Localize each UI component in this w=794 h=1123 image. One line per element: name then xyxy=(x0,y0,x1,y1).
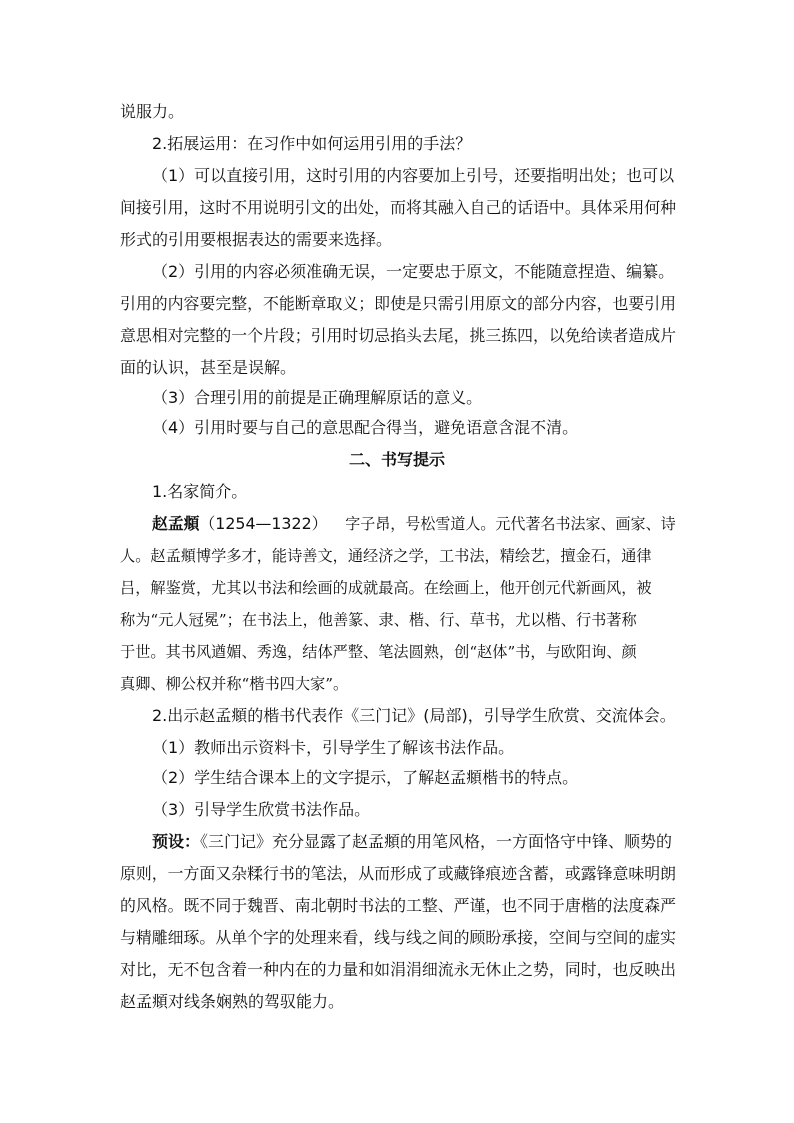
paragraph-line: 原则，一方面又杂糅行书的笔法，从而形成了或藏锋痕迹含蓄，或露锋意味明朗 xyxy=(120,864,677,883)
subheading-biography: 1.名家简介。 xyxy=(152,482,248,501)
paragraph-line: （3）引导学生欣赏书法作品。 xyxy=(152,800,371,819)
paragraph-line: （2）学生结合课本上的文字提示，了解赵孟頫楷书的特点。 xyxy=(152,768,579,787)
paragraph-line: 说服力。 xyxy=(120,102,185,121)
biography-line: 真卿、柳公权并称“楷书四大家”。 xyxy=(120,675,349,693)
life-years: （1254—1322） xyxy=(199,514,328,533)
calligrapher-name: 赵孟頫 xyxy=(152,514,200,533)
paragraph-line: 赵孟頫对线条娴熟的驾驭能力。 xyxy=(120,992,345,1011)
paragraph-line: （3）合理引用的前提是正确理解原话的意义。 xyxy=(152,388,483,407)
biography-line: 吕，解鉴赏，尤其以书法和绘画的成就最高。在绘画上，他开创元代新画风，被 xyxy=(120,579,652,597)
paragraph-line: 与精雕细琢。从单个字的处理来看，线与线之间的顾盼承接，空间与空间的虚实 xyxy=(120,928,677,947)
paragraph-line: （1）可以直接引用，这时引用的内容要加上引号，还要指明出处；也可以 xyxy=(152,166,675,185)
biography-line: 人。赵孟頫博学多才，能诗善文，通经济之学，工书法，精绘艺，擅金石，通律 xyxy=(120,547,652,565)
paragraph-line: 意思相对完整的一个片段；引用时切忌掐头去尾，挑三拣四，以免给读者造成片 xyxy=(120,326,677,345)
biography-line: 称为“元人冠冕”；在书法上，他善篆、隶、楷、行、草书，尤以楷、行书著称 xyxy=(120,611,637,629)
subheading-artwork: 2.出示赵孟頫的楷书代表作《三门记》(局部)，引导学生欣赏、交流体会。 xyxy=(152,706,676,725)
paragraph-line: 的风格。既不同于魏晋、南北朝时书法的工整、严谨，也不同于唐楷的法度森严 xyxy=(120,896,677,915)
subheading-extended-use: 2.拓展运用：在习作中如何运用引用的手法？ xyxy=(152,134,472,153)
section-title: 二、书写提示 xyxy=(348,450,445,469)
paragraph-line: （2）引用的内容必须准确无误，一定要忠于原文，不能随意捏造、编纂。 xyxy=(152,262,675,281)
paragraph-line: 对比，无不包含着一种内在的力量和如涓涓细流永无休止之势，同时，也反映出 xyxy=(120,960,677,979)
paragraph-line: （4）引用时要与自己的意思配合得当，避免语意含混不清。 xyxy=(152,418,579,437)
paragraph-line: 间接引用，这时不用说明引文的出处，而将其融入自己的话语中。具体采用何种 xyxy=(120,198,677,217)
paragraph-line: 形式的引用要根据表达的需要来选择。 xyxy=(120,230,393,249)
biography-first-line xyxy=(152,512,676,536)
biography-text: 字子昂，号松雪道人。元代著名书法家、画家、诗 xyxy=(345,515,676,533)
preset-label: 预设： xyxy=(152,832,201,851)
preset-answer-first-line xyxy=(152,830,672,854)
paragraph-line: 引用的内容要完整，不能断章取义；即使是只需引用原文的部分内容，也要引用 xyxy=(120,294,677,313)
biography-line: 于世。其书风遒媚、秀逸，结体严整、笔法圆熟，创“赵体”书，与欧阳询、颜 xyxy=(120,643,637,661)
paragraph-line: 面的认识，甚至是误解。 xyxy=(120,358,297,377)
preset-text: 《三门记》充分显露了赵孟頫的用笔风格，一方面恪守中锋、顺势的 xyxy=(200,832,673,851)
paragraph-line: （1）教师出示资料卡，引导学生了解该书法作品。 xyxy=(152,738,515,757)
